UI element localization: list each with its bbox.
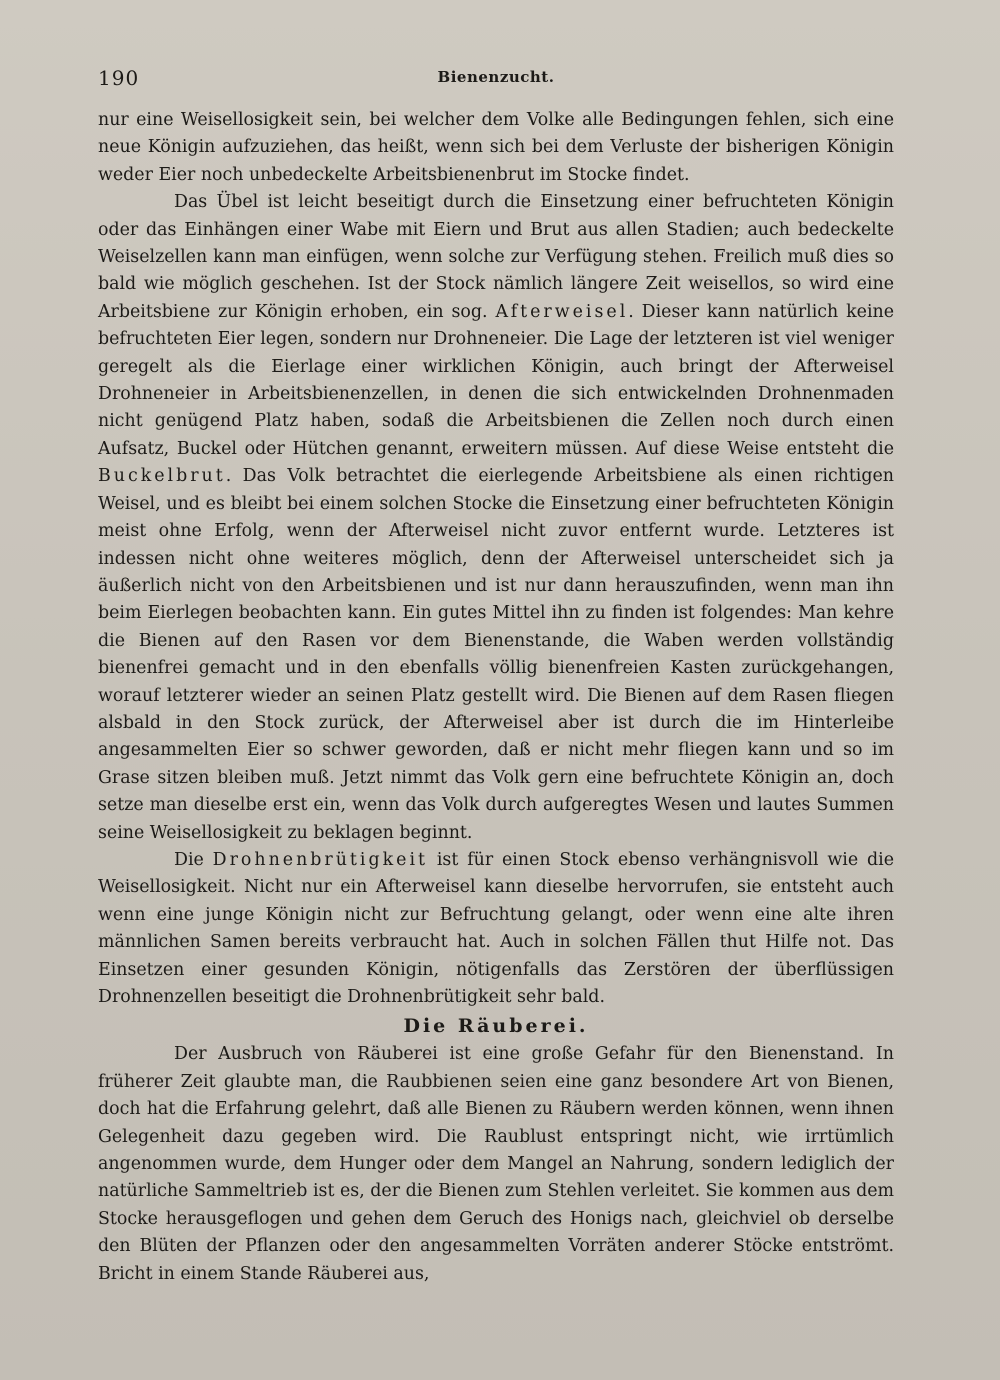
page-header	[98, 66, 894, 96]
page-number: 190	[98, 66, 140, 90]
paragraph-text: Die	[174, 849, 213, 870]
term-drohnenbruetigkeit: Drohnenbrütigkeit	[212, 849, 428, 870]
paragraph-text: . Das Volk betrachtet die eierlegende Arbeitsbiene als einen richtigen Weisel, und es bleibt bei einem solchen Stocke die Einsetzung einer befruchteten Königin meist ohne Erfolg, wenn der Afterweisel nicht zuvor entfernt wurde. Letzteres ist indessen nicht ohne weiteres möglich, denn der Afterweisel unterscheidet sich ja äußerlich nicht von den Arbeitsbienen und ist nur dann herauszufinden, wenn man ihn beim Eierlegen beobachten kann. Ein gutes Mittel ihn zu finden ist folgendes: Man kehre die Bienen auf den Rasen vor dem Bienenstande, die Waben werden vollständig bienenfrei gemacht und in den ebenfalls völlig bienenfreien Kasten zurückgehangen, worauf letzterer wieder an seinen Platz gestellt wird. Die Bienen auf dem Rasen fliegen alsbald in den Stock zurück, der Afterweisel aber ist durch die im Hinterleibe angesammelten Eier so schwer geworden, daß er nicht mehr fliegen kann und so im Grase sitzen bleiben muß. Jetzt nimmt das Volk gern eine befruchtete Königin an, doch setze man dieselbe erst ein, wenn das Volk durch aufgeregtes Wesen und lautes Summen seine Weisellosigkeit zu beklagen beginnt.	[98, 466, 894, 843]
section-title: Die Räuberei.	[403, 1015, 589, 1038]
paragraph-afterweisel	[98, 189, 894, 847]
paragraph-text: Das Übel ist leicht beseitigt durch die Einsetzung einer befruchteten Königin oder das Einhängen einer Wabe mit Eiern und Brut aus allen Stadien; auch bedeckelte Weiselzellen kann man einfügen, wenn solche zur Verfügung stehen. Freilich muß dies so bald wie möglich geschehen. Ist der Stock nämlich längere Zeit weisellos, so wird eine Arbeitsbiene zur Königin erhoben, ein sog.	[98, 192, 894, 322]
paragraph-raeuberei: Der Ausbruch von Räuberei ist eine große Gefahr für den Bienenstand. In früherer Zeit glaubte man, die Raubbienen seien eine ganz besondere Art von Bienen, doch hat die Erfahrung gelehrt, daß alle Bienen zu Räubern werden können, wenn ihnen Gelegenheit dazu gegeben wird. Die Raublust entspringt nicht, wie irrtümlich angenommen wurde, dem Hunger oder dem Mangel an Nahrung, sondern lediglich der natürliche Sammeltrieb ist es, der die Bienen zum Stehlen verleitet. Sie kommen aus dem Stocke herausgeflogen und gehen dem Geruch des Honigs nach, gleichviel ob derselbe den Blüten der Pflanzen oder den angesammelten Vorräten anderer Stöcke entströmt. Bricht in einem Stande Räuberei aus,	[98, 1044, 894, 1284]
paragraph-continuation: nur eine Weisellosigkeit sein, bei welcher dem Volke alle Bedingungen fehlen, sich eine neue Königin aufzuziehen, das heißt, wenn sich bei dem Verluste der bisherigen Königin weder Eier noch unbedeckelte Arbeitsbienenbrut im Stocke findet.	[98, 110, 894, 185]
running-head: Bienenzucht.	[437, 68, 555, 86]
body-text	[98, 107, 894, 1288]
term-buckelbrut: Buckelbrut	[98, 466, 226, 487]
paragraph-text: . Dieser kann natürlich keine befruchteten Eier legen, sondern nur Drohneneier. Die Lage der letzteren ist viel weniger geregelt als die Eierlage einer wirklichen Königin, auch bringt der Afterweisel Drohneneier in Arbeitsbienenzellen, in denen die sich entwickelnden Drohnenmaden nicht genügend Platz haben, sodaß die Arbeitsbienen die Zellen noch durch einen Aufsatz, Buckel oder Hütchen genannt, erweitern müssen. Auf diese Weise entsteht die	[98, 301, 894, 459]
paragraph-text: ist für einen Stock ebenso verhängnisvoll wie die Weisellosigkeit. Nicht nur ein Afterweisel kann dieselbe hervorrufen, sie entsteht auch wenn eine junge Königin nicht zur Befruchtung gelangt, oder wenn eine alte ihren männlichen Samen bereits verbraucht hat. Auch in solchen Fällen thut Hilfe not. Das Einsetzen einer gesunden Königin, nötigenfalls das Zerstören der überflüssigen Drohnenzellen beseitigt die Drohnenbrütigkeit sehr bald.	[98, 849, 894, 1007]
paragraph-drohnenbruetigkeit	[98, 847, 894, 1011]
term-afterweisel: Afterweisel	[495, 301, 629, 322]
